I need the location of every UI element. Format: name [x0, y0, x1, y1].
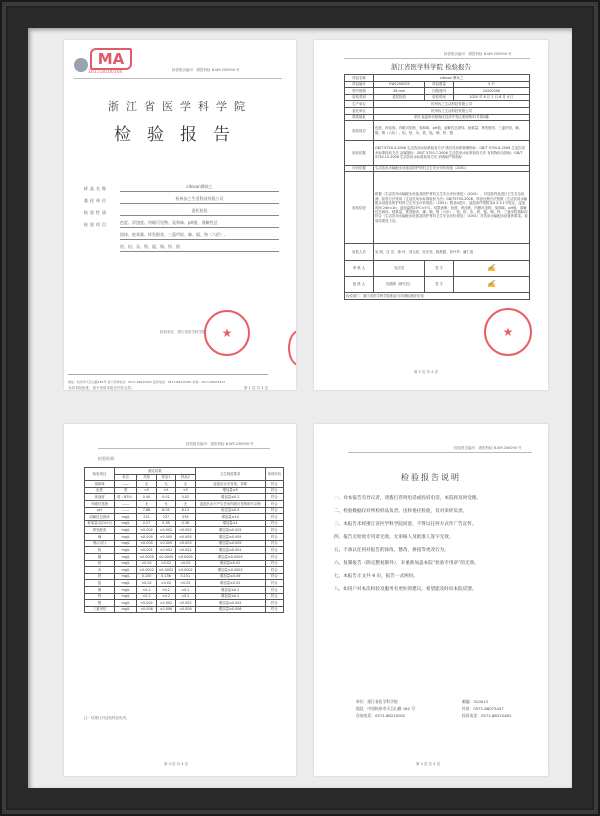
table-row: 样品名称 citosan 牌孩之	[345, 75, 530, 82]
notes-list	[334, 492, 534, 596]
table-row: 生产单位 杭州孩之生活科技有限公司	[345, 101, 530, 108]
frame-mat	[28, 28, 572, 788]
table-row: 批 准 人 吴燕刚（研究员） 签 字 ✍	[345, 276, 530, 292]
table-row: 审 核 人 吴宏亮 签 字 ✍	[345, 260, 530, 276]
table-row: 铬(六价) mg/L <0.005 <0.005 <0.005 增加量≤0.005 符合	[85, 540, 284, 547]
table-row: 汞 mg/L <0.0002 <0.0002 <0.0002 增加量≤0.0002 符合	[85, 567, 284, 574]
institute-name: 浙江省医学科学院	[108, 100, 252, 113]
results-heading: 检验结果：	[98, 456, 118, 461]
table-row: pH —— 7.88 8.05 8.13 改变量≤0.5 符合	[85, 507, 284, 514]
report-summary-page	[314, 40, 548, 390]
note-item: 六、复制报告（除完整复制外），未重新加盖本院“检验专用章”的无效。	[334, 561, 479, 566]
footer-left: 单位：浙江省医学科学院 地址：中国杭州市天目山路 182 号 咨询电话：0571-88215002	[356, 699, 416, 718]
signer-signature: ✍	[453, 276, 529, 292]
table-row: 检验部门：浙江省医学科学院职业与环境检测评价室	[345, 293, 530, 300]
table-row: 检验人员 吴 明、沈 宏、徐 叶、刘文滨、吴宏亮、姚燕霞、刘丹华、潘仁清	[345, 244, 530, 260]
report-info-fields	[84, 180, 279, 252]
table-row: 三氯甲烷 mg/L <0.006 <0.006 <0.006 增加量≤0.006 符合	[85, 606, 284, 613]
field-row: 样品名称 citosan牌孩之	[84, 180, 279, 192]
page-number: 第 3 页 共 4 页	[164, 762, 189, 766]
table-row: 铝 mg/L <0.001 <0.001 <0.001 增加量≤0.001 符合	[85, 547, 284, 554]
table-row: 耗氧量(以O2计) mg/L 0.27 0.38 0.36 增加量≤1 符合	[85, 520, 284, 527]
table-row: 检验依据 GB/T 5750.4-2006 生活饮用水标准检验方法 感官性状和物理指标；GB/T 5750.6-2006 生活饮用水标准检验方法 金属指标；GB/T 5750.7-2006 生活饮用水标准检验方法 有机物综合指标；GB/T 5750.10-2006 生活饮用水标准检验方法 消毒副产物指标	[345, 141, 530, 165]
report-number: 检验报告编号：浙医科检 B-WY-200090 号	[172, 68, 240, 72]
cma-code: 161118100304	[88, 70, 123, 75]
note-item: 三、本报告未经浙江省医学科学院同意，不得以任何方式作广告宣传。	[334, 522, 477, 527]
report-notes-page	[314, 424, 548, 776]
cnas-seal-icon	[74, 58, 88, 72]
table-row: 铁 mg/L 0.100 0.136 0.151 增加量≤0.06 符合	[85, 573, 284, 580]
official-red-stamp: ★	[484, 308, 532, 356]
field-row: 固体、耗氧量、挥发酚类、三氯甲烷、砷、镉、铬（六价）、	[84, 228, 279, 240]
footer-right: 邮编：310013 传真：0571-88075447 投诉电话：0571-88215481	[462, 699, 512, 718]
official-red-stamp: ★	[204, 310, 250, 356]
page-number: 第 2 页 共 4 页	[414, 370, 439, 374]
table-row: 样品编号 Y-WJ-200025 样品数量 5 只	[345, 81, 530, 88]
results-note: 注：结果仅对送检样品负责。	[84, 716, 130, 720]
stamp-label: 检验单位：浙江省医学科学院	[160, 330, 206, 334]
field-row: 委托单位 杭州孩之生活科技有限公司	[84, 192, 279, 204]
table-row: 臭和味 —— 无 无 无 浸泡后水无异臭、异味 符合	[85, 481, 284, 488]
table-row: 砷 mg/L <0.005 <0.005 <0.005 增加量≤0.005 符合	[85, 534, 284, 541]
results-page	[64, 424, 296, 776]
table-row: 检验结论 根据《生活饮用水输配水设备及防护材料卫生安全评价规范》（2001），对送检样品进行卫生安全检测。检验方法采用《生活饮用水标准检验方法》GB/T5750-2006，样品处理方法按照《生活饮用水输配水设备及防护材料卫生安全评价规范》（2001）附录A进行，浸泡条件按附录A 3.3.1节规定，浸泡时间 24h±1h，浸泡温度25℃±5℃。结果表明：色度、浑浊度、肉眼可见物、臭和味、pH值、溶解性总固体、耗氧量、挥发酚类、砷、镉、铬（六价）、铝、铅、汞、铁、锰、铜、锌、三氯甲烷指标均符合《生活饮用水输配水设备及防护材料卫生安全评价规范》（2001）对饮用水输配水设备的要求。检验结果见下页。	[345, 172, 530, 244]
field-row: 检验项目 色度、浑浊度、肉眼可见物、臭和味、pH值、溶解性总	[84, 216, 279, 228]
field-row: 检验性质 委托检验	[84, 204, 279, 216]
table-row: 评价依据 生活饮用水输配水设备及防护材料卫生安全评价规范（2001）	[345, 165, 530, 172]
reviewer-signature: ✍	[453, 260, 529, 276]
table-row: 肉眼可见物 —— 无 无 无 浸泡后水不产生任何肉眼可见的碎片杂物 符合	[85, 501, 284, 508]
report-number: 检验报告编号：浙医科检 B-WY-200090 号	[444, 52, 512, 56]
results-table	[84, 467, 284, 613]
table-row: 色度 度 <5 <5 <5 增加量≤5 符合	[85, 487, 284, 494]
report-title: 检验报告	[114, 125, 246, 145]
cma-mark: MA	[90, 48, 132, 70]
report-title: 浙江省医学科学院 检验报告	[390, 63, 472, 71]
report-number: 检验报告编号：浙医科检 B-WY-200090 号	[186, 442, 254, 446]
note-item: 一、对本报告有异议者，请拨打咨询电话或投诉电话，本院将及时受理。	[334, 496, 482, 501]
footer-contact: 地址：杭州市天目山路182号 客户咨询电话：0571-88215002 投诉电话：0571-88215481 传真：0571-88075447	[68, 380, 226, 384]
table-row: 溶解性总固体 mg/L 231 237 239 增加量≤10 符合	[85, 514, 284, 521]
table-header-row: 检验项目 测定结果 卫生规范要求 单项评价	[85, 468, 284, 475]
seam-stamp-fragment	[288, 330, 296, 366]
report-cover-page	[64, 40, 296, 390]
table-row: 型号规格 28 mm 日期/批号 20200506	[345, 88, 530, 95]
note-item: 八、如用户对本次检验及服务有更好的建议，希望能及时向本院反馈。	[334, 587, 477, 592]
table-row: 检验项目 色度、浑浊度、肉眼可见物、臭和味、pH值、溶解性总固体、耗氧量、挥发酚类、三氯甲烷、砷、镉、铬（六价）、铝、铅、汞、铁、锰、铜、锌、银	[345, 121, 530, 141]
table-row: 银 mg/L <0.002 <0.002 <0.002 增加量≤0.002 符合	[85, 600, 284, 607]
table-row: 检验类别 委托检验 检验时间 2020 年 6 月 2 日-6 月 4 日	[345, 94, 530, 101]
table-header-row: 单位 对照 样品1 样品2	[85, 474, 284, 481]
footer-note: 未经本院批准，部分采用本报告内容无效。	[68, 386, 135, 390]
table-row: 浑浊度 度（NTU） 0.40 0.01 0.02 增加量≤0.2 符合	[85, 494, 284, 501]
table-row: 联系地址 浙江省温州市瓯海区经济开发区娄桥路31号第2幢	[345, 114, 530, 121]
table-row: 挥发酚类 mg/L <0.002 <0.002 <0.002 增加量≤0.002 符合	[85, 527, 284, 534]
table-row: 锰 mg/L <0.02 <0.02 <0.02 增加量≤0.02 符合	[85, 580, 284, 587]
note-item: 四、报告无检验专用章无效，无审核人及批准人签字无效。	[334, 535, 454, 540]
notes-title: 检验报告说明	[401, 473, 461, 482]
summary-table	[344, 74, 530, 300]
table-row: 镉 mg/L <0.0005 <0.0005 <0.0005 增加量≤0.0005 符合	[85, 553, 284, 560]
field-row: 铝、铅、汞、铁、锰、铜、锌、银	[84, 240, 279, 252]
report-number: 检验报告编号：浙医科检 B-WY-200090 号	[454, 446, 522, 450]
page-number: 第 1 页 共 4 页	[244, 386, 269, 390]
note-item: 五、不承认任何对报告的涂改、篡改、拼接等更改行为。	[334, 548, 449, 553]
note-item: 七、本报告正文共 4 页，报告一式两份。	[334, 574, 418, 579]
table-row: 委托单位 杭州孩之生活科技有限公司	[345, 108, 530, 115]
table-row: 锌 mg/L <0.2 <0.2 <0.2 增加量≤0.2 符合	[85, 593, 284, 600]
table-row: 铅 mg/L <0.02 <0.02 <0.02 增加量≤0.02 符合	[85, 560, 284, 567]
table-row: 铜 mg/L <0.2 <0.2 <0.2 增加量≤0.2 符合	[85, 586, 284, 593]
page-number: 第 4 页 共 4 页	[416, 762, 441, 766]
note-item: 二、检验数据仅对所检样品负责。送样委托检验，仅对来样负责。	[334, 509, 468, 514]
